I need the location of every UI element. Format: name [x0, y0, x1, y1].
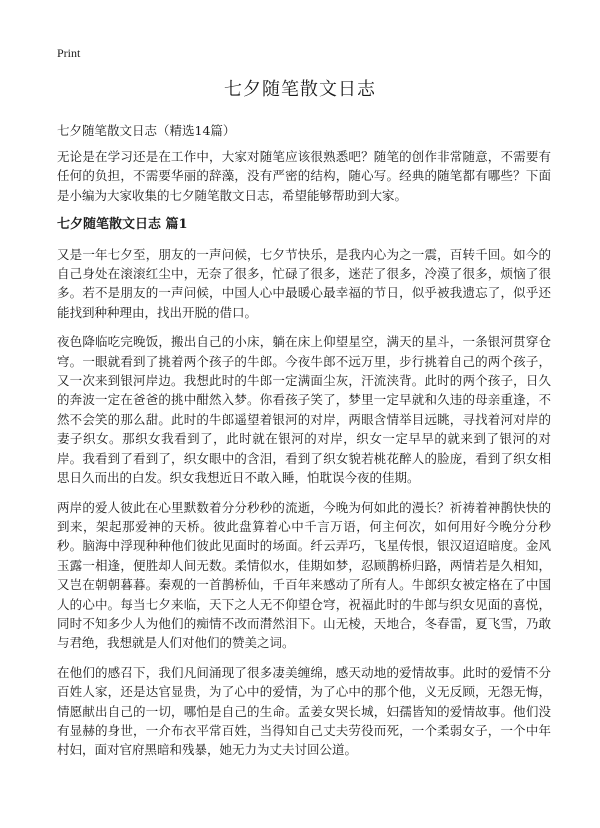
- article-body: [57, 147, 551, 770]
- body-paragraph: 在他们的感召下，我们凡间涌现了很多凄美缠绵，感天动地的爱情故事。此时的爱情不分百姓人家，还是达官显贵，为了心中的爱情，为了心中的那个他，义无反顾，无怨无悔，情愿献出自己的一切，哪怕是自己的生命。孟姜女哭长城，妇孺皆知的爱情故事。他们没有显赫的身世，一介布衣平常百姓，当得知自己丈夫劳役而死，一个柔弱女子，一个中年村妇，面对官府黑暗和残暴，她无力为丈夫讨回公道。: [57, 664, 551, 758]
- section-heading: 七夕随笔散文日志 篇1: [57, 217, 188, 233]
- document-subtitle: 七夕随笔散文日志（精选14篇）: [57, 123, 236, 138]
- body-paragraph: 又是一年七夕至，朋友的一声问候，七夕节快乐，是我内心为之一震，百转千回。如今的自己身处在滚滚红尘中，无奈了很多，忙碌了很多，迷茫了很多，冷漠了很多，烦恼了很多。若不是朋友的一声问候，中国人心中最暖心最幸福的节日，似乎被我遗忘了，似乎还能找到种种理由，找出开脱的借口。: [57, 246, 551, 320]
- body-paragraph: 夜色降临吃完晚饭，搬出自己的小床，躺在床上仰望星空，满天的星斗，一条银河贯穿仓穹。一眼就看到了挑着两个孩子的牛郎。今夜牛郎不远万里，步行挑着自己的两个孩子，又一次来到银河岸边。我想此时的牛郎一定满面尘灰，汗流浃背。此时的两个孩子，日久的奔波一定在爸爸的挑中酣然入梦。你看孩子笑了，梦里一定早就和久违的母亲重逢，不然不会笑的那么甜。此时的牛郎遥望着银河的对岸，两眼含情举目远眺，寻找着河对岸的妻子织女。那织女我看到了，此时就在银河的对岸，织女一定早早的就来到了银河的对岸。我看到了看到了，织女眼中的含泪，看到了织女貌若桃花醉人的脸庞，看到了织女相思日久而出的白发。织女我想近日不敢入睡，怕耽误今夜的佳期。: [57, 334, 551, 486]
- intro-paragraph: 无论是在学习还是在工作中，大家对随笔应该很熟悉吧？随笔的创作非常随意，不需要有任何的负担，不需要华丽的辞藻，没有严密的结构，随心写。经典的随笔都有哪些？下面是小编为大家收集的七夕随笔散文日志，希望能够帮助到大家。: [57, 149, 551, 203]
- body-paragraph: 两岸的爱人彼此在心里默数着分分秒秒的流逝，今晚为何如此的漫长？祈祷着神鹊快快的到来，架起那爱神的天桥。彼此盘算着心中千言万语，何主何次，如何用好今晚分分秒秒。脑海中浮现种种他们彼此见面时的场面。纤云弄巧，飞星传恨，银汉迢迢暗度。金风玉露一相逢，便胜却人间无数。柔情似水，佳期如梦，忍顾鹊桥归路，两情若是久相知，又岂在朝朝暮暮。秦观的一首鹊桥仙，千百年来感动了所有人。牛郎织女被定格在了中国人的心中。每当七夕来临，天下之人无不仰望仓穹，祝福此时的牛郎与织女见面的喜悦，同时不知多少人为他们的痴情不改而潸然泪下。山无棱，天地合，冬春雷，夏飞雪，乃敢与君绝，我想就是人们对他们的赞美之词。: [57, 499, 551, 651]
- print-link[interactable]: Print: [57, 46, 81, 60]
- page-title: 七夕随笔散文日志: [224, 79, 376, 100]
